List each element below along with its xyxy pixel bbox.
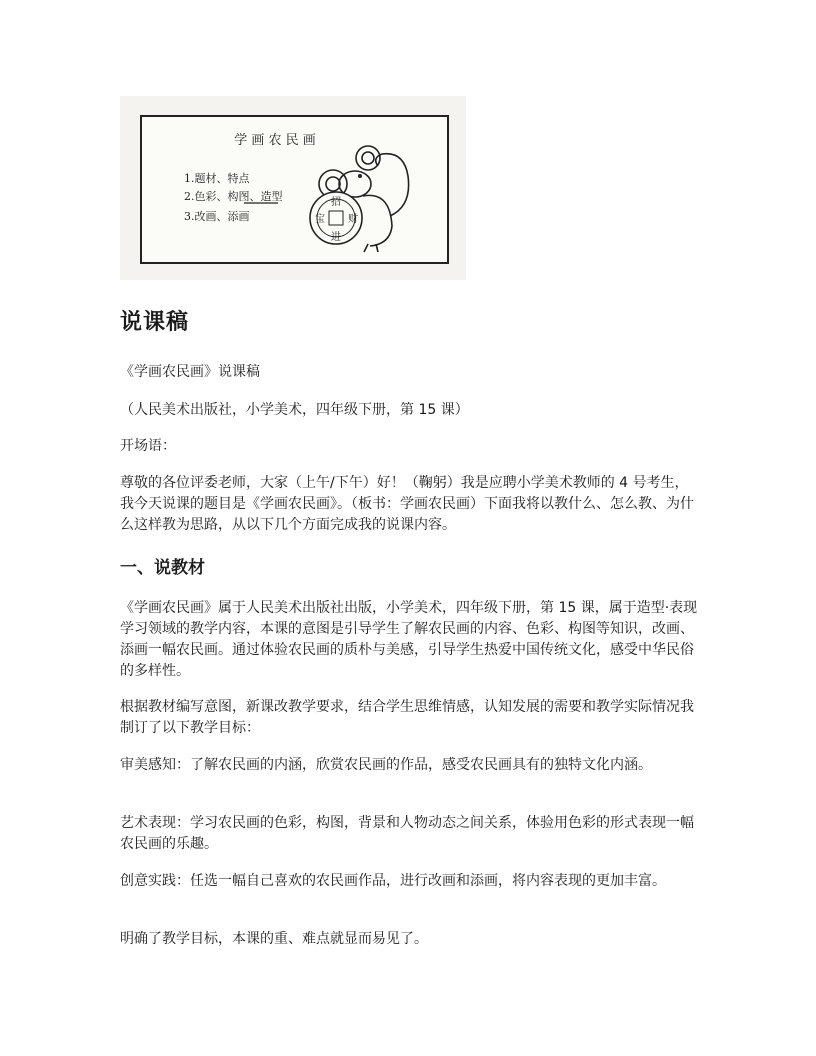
goal-aesthetic: 审美感知：了解农民画的内涵，欣赏农民画的作品，感受农民画具有的独特文化内涵。 <box>120 757 652 773</box>
conclusion-paragraph: 明确了教学目标，本课的重、难点就显而易见了。 <box>120 931 428 947</box>
coin-char-top: 招 <box>331 197 341 208</box>
board-item-2: 2.色彩、构图、造型 <box>184 190 283 203</box>
lesson-board-photo <box>120 96 466 280</box>
lesson-source: （人民美术出版社，小学美术，四年级下册，第 15 课） <box>120 402 469 418</box>
goal-creative-practice: 创意实践：任选一幅自己喜欢的农民画作品，进行改画和添画，将内容表现的更加丰富。 <box>120 873 666 889</box>
board-item-1: 1.题材、特点 <box>184 172 250 185</box>
opening-paragraph: 尊敬的各位评委老师，大家（上午/下午）好！（鞠躬）我是应聘小学美术教师的 4 号考生，我今天说课的题目是《学画农民画》。（板书：学画农民画）下面我将以教什么、怎么教、为什么这样教为思路，从以下几个方面完成我的说课内容。 <box>120 475 694 533</box>
document-title: 说课稿 <box>120 310 190 335</box>
board-item-3: 3.改画、添画 <box>184 210 250 223</box>
coin-char-left: 宝 <box>315 214 325 225</box>
lucky-coin <box>310 192 362 244</box>
goal-art-expression: 艺术表现：学习农民画的色彩，构图，背景和人物动态之间关系，体验用色彩的形式表现一幅农民画的乐趣。 <box>120 815 694 852</box>
goals-intro-paragraph: 根据教材编写意图，新课改教学要求，结合学生思维情感，认知发展的需要和教学实际情况我制订了以下教学目标： <box>120 699 694 736</box>
section-heading-textbook: 一、说教材 <box>120 558 205 578</box>
lesson-subtitle: 《学画农民画》说课稿 <box>120 364 260 380</box>
opening-label: 开场语： <box>120 438 176 454</box>
board-title: 学 画 农 民 画 <box>234 133 316 148</box>
textbook-paragraph: 《学画农民画》属于人民美术出版社出版，小学美术，四年级下册，第 15 课，属于造型·表现学习领域的教学内容，本课的意图是引导学生了解农民画的内容、色彩、构图等知识，改画、添画一幅农民画。通过体验农民画的质朴与美感，引导学生热爱中国传统文化，感受中华民俗的多样性。 <box>120 600 698 679</box>
coin-char-right: 财 <box>348 214 358 225</box>
coin-char-bottom: 进 <box>331 232 341 243</box>
board-drawing <box>120 96 466 280</box>
